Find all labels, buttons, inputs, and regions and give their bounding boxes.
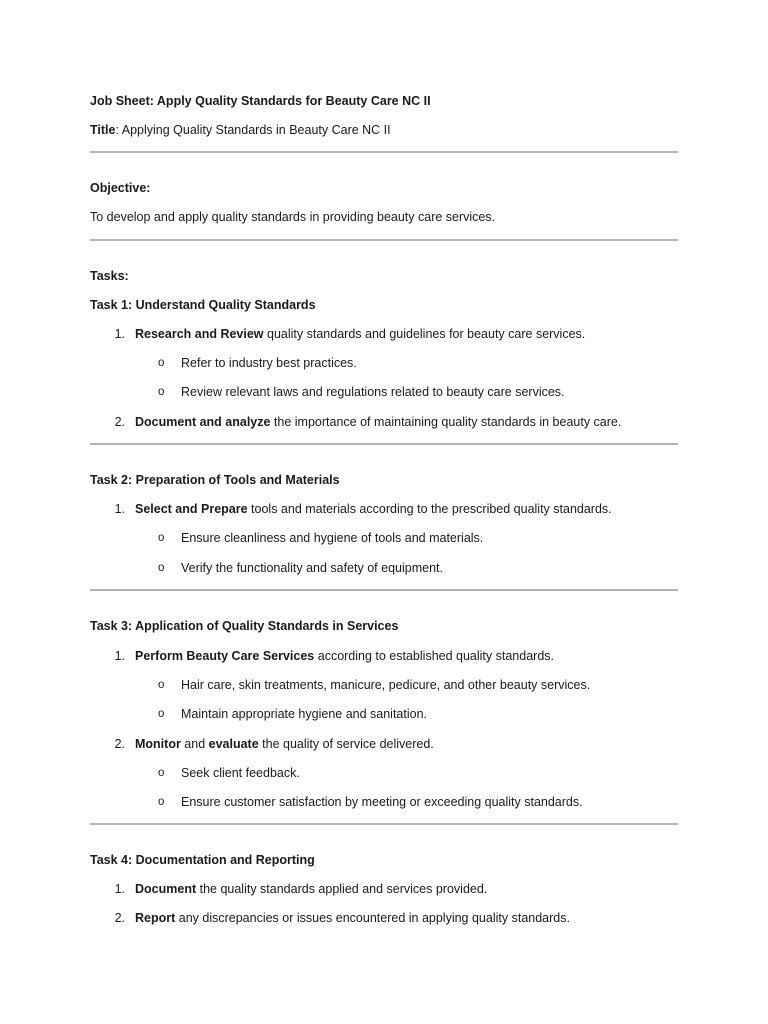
list-number: 2. xyxy=(114,737,125,751)
list-number: 1. xyxy=(114,649,125,663)
task1-heading: Task 1: Understand Quality Standards xyxy=(90,298,316,312)
sub-item: Ensure customer satisfaction by meeting or exceeding quality standards. xyxy=(181,795,583,809)
list-item xyxy=(135,415,621,429)
divider xyxy=(90,239,678,241)
list-item xyxy=(135,737,434,751)
title-line xyxy=(90,123,391,137)
title-value: : Applying Quality Standards in Beauty Care NC II xyxy=(115,123,391,137)
item-bold-text: Select and Prepare xyxy=(135,502,248,516)
item-bold-text: Report xyxy=(135,911,176,925)
list-item xyxy=(135,502,612,516)
sub-item: Review relevant laws and regulations related to beauty care services. xyxy=(181,385,565,399)
item-bold-text: Research and Review xyxy=(135,327,264,341)
list-number: 2. xyxy=(114,911,125,925)
item-bold-text: evaluate xyxy=(208,737,259,751)
item-text: and xyxy=(180,737,209,751)
tasks-heading: Tasks: xyxy=(90,269,129,283)
sub-item: Seek client feedback. xyxy=(181,766,300,780)
job-sheet-heading: Job Sheet: Apply Quality Standards for Beauty Care NC II xyxy=(90,94,431,108)
list-number: 1. xyxy=(114,882,125,896)
bullet-icon: o xyxy=(158,386,165,398)
item-bold-text: Perform Beauty Care Services xyxy=(135,649,315,663)
item-text: the quality standards applied and services provided. xyxy=(196,882,488,896)
sub-item: Refer to industry best practices. xyxy=(181,356,357,370)
sub-item: Verify the functionality and safety of equipment. xyxy=(181,561,443,575)
task2-heading: Task 2: Preparation of Tools and Materials xyxy=(90,473,340,487)
sub-item: Hair care, skin treatments, manicure, pedicure, and other beauty services. xyxy=(181,678,591,692)
item-bold-text: Document xyxy=(135,882,197,896)
bullet-icon: o xyxy=(158,679,165,691)
objective-heading: Objective: xyxy=(90,181,151,195)
task4-heading: Task 4: Documentation and Reporting xyxy=(90,853,315,867)
bullet-icon: o xyxy=(158,796,165,808)
list-number: 1. xyxy=(114,327,125,341)
bullet-icon: o xyxy=(158,357,165,369)
list-item xyxy=(135,327,585,341)
list-item xyxy=(135,649,554,663)
title-label: Title xyxy=(90,123,116,137)
bullet-icon: o xyxy=(158,767,165,779)
item-bold-text: Document and analyze xyxy=(135,415,271,429)
item-text: any discrepancies or issues encountered in applying quality standards. xyxy=(175,911,570,925)
divider xyxy=(90,443,678,445)
item-text: the quality of service delivered. xyxy=(258,737,434,751)
list-number: 2. xyxy=(114,415,125,429)
sub-item: Maintain appropriate hygiene and sanitation. xyxy=(181,707,428,721)
list-item xyxy=(135,882,487,896)
objective-text: To develop and apply quality standards in providing beauty care services. xyxy=(90,210,496,224)
sub-item: Ensure cleanliness and hygiene of tools and materials. xyxy=(181,531,484,545)
bullet-icon: o xyxy=(158,532,165,544)
list-item xyxy=(135,911,570,925)
divider xyxy=(90,151,678,153)
list-number: 1. xyxy=(114,502,125,516)
task3-heading: Task 3: Application of Quality Standards in Services xyxy=(90,619,399,633)
item-text: according to established quality standards. xyxy=(314,649,554,663)
item-text: quality standards and guidelines for beauty care services. xyxy=(263,327,586,341)
item-bold-text: Monitor xyxy=(135,737,181,751)
bullet-icon: o xyxy=(158,562,165,574)
item-text: tools and materials according to the prescribed quality standards. xyxy=(247,502,612,516)
divider xyxy=(90,823,678,825)
bullet-icon: o xyxy=(158,708,165,720)
divider xyxy=(90,589,678,591)
item-text: the importance of maintaining quality standards in beauty care. xyxy=(270,415,622,429)
